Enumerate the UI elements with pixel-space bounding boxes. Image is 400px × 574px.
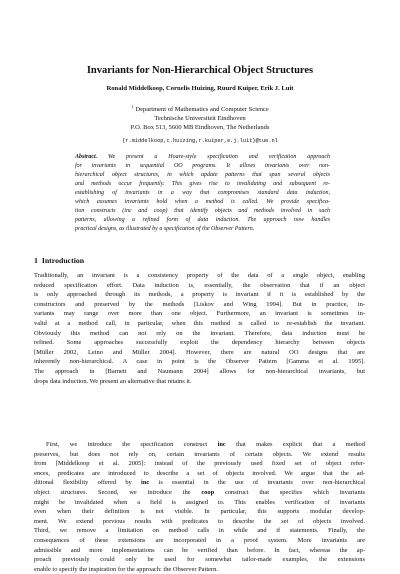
author-emails: {r.middelkoop,c.huizing,r.kuiper,e.j.luit}@tue.nl [122,138,278,144]
abstract-line: Abstract. We present a Hoare-style specification and verification approach [75,154,330,160]
abstract [75,153,330,234]
abstract-line: patterns, allowing a refined form of data induction. The approach now handles [75,217,330,223]
text-line: reduced specification effort. Data induction is, essentially, the observation that if an object [34,281,365,289]
text-line: proach previously could only be used for somewhat tailor-made examples, the extensions [34,556,365,564]
text-line: Third, we remove a limitation on method calls in while and if statements. Finally, the [34,527,365,535]
keyword-inc: inc [141,479,150,487]
affiliation-address: P.O. Box 513, 5600 MB Eindhoven, The Netherlands [130,124,270,131]
abstract-line: for invariants in sequential OO programs. It allows invariants over non- [75,163,330,169]
text-line: enable to specify the inspiration for the approach: the Observer Pattern. [34,565,218,573]
paragraph-contributions [34,440,365,574]
abstract-line: which assumes invariants hold when a method is called. We provide specifica- [75,199,330,205]
text-line: ditional flexibility offered by inc is essential in the use of invariants over non-hierarchical [34,479,365,487]
text-line: from [Middelkoop et al. 2005]: instead of the previously used fixed set of object refer- [34,460,365,468]
text-line: admissible and more implementations can be verified than before. In fact, whereas the ap- [34,546,365,554]
text-line: First, we introduce the specification construct inc that makes explicit that a method [46,441,365,448]
text-line: refined. Some approaches successfully exploit the dependency hierarchy between objects [34,339,365,347]
text-line: Traditionally, an invariant is a consistency property of the data of a single object, enabling [34,272,365,279]
text-line: ment. We extend previous results with predicates to describe the set of objects involved. [34,517,365,525]
text-line: variants may range over more than one object. Furthermore, an invariant is sometimes in- [34,310,365,318]
section-title: Introduction [41,256,85,265]
abstract-line: practical designs, as illustrated by a specification of the Observer Pattern. [75,226,255,232]
text-line: is only approached through its methods, a property is invariant if it is established by the [34,291,365,299]
abstract-label: Abstract. [75,154,98,160]
text-line: Obviously this method can not rely on the invariant. Therefore, data induction must be [34,329,365,337]
keyword-coop: coop [201,488,215,496]
text-line: valid at a method call, in particular, when this method is called to re-establish the invariant. [34,319,365,327]
paragraph-intro [34,271,365,386]
keyword-inc: inc [217,441,226,448]
text-line: constructors and preserved by the methods [Liskov and Wing 1994]. But in practice, in- [34,300,365,308]
abstract-line: establishing of invariants in a way that compromises standard data induction, [75,190,330,196]
affiliation-marker: 1 [131,104,134,109]
paper-title: Invariants for Non-Hierarchical Object Structures [86,65,314,76]
abstract-line: tion constructs (inc and coop) that identify objects and methods involved in such [75,208,330,214]
text-line: ences, predicates are introduced to describe a set of objects involved. We argue that the ad- [34,469,365,477]
affiliation-dept: $^1$ Department of Mathematics and Computer Science [131,104,269,113]
abstract-line: hierarchical object structures, in which update patterns that span several objects [75,172,330,178]
text-line: object structures. Second, we introduce the coop construct that specifies which invariants [34,488,365,496]
text-line: drops data induction. We present an alternative that retains it. [34,377,192,385]
text-line: [Müller 2002, Leino and Müller 2004]. However, there are natural OO designs that are [34,348,365,356]
section-number: 1 [34,256,38,265]
text-line: might be invalidated when a field is assigned to. This enables verification of invariants [34,498,365,506]
author-list: Ronald Middelkoop, Cornelis Huizing, Ruurd Kuiper, Erik J. Luit [106,85,294,92]
section-heading [34,256,84,266]
abstract-line: and methods occur frequently. This gives rise to invalidating and subsequent re- [75,181,330,187]
affiliation-university: Technische Universiteit Eindhoven [154,115,246,122]
affiliation [0,102,400,132]
text-line: inherently non-hierarchical. A case in point is the Observer Pattern [Gamma et al. 1995]. [34,358,365,366]
text-line: consequences of these extensions are incorporated in a proof system. More invariants are [34,536,365,544]
text-line: The approach in [Barnett and Naumann 2004] allows for non-hierarchical invariants, but [34,367,365,375]
text-line: preserves, but does not rely on, certain invariants of certain objects. We extend results [34,450,365,458]
text-line: even when their definition is not visible. In particular, this supports modular develop- [34,508,365,516]
